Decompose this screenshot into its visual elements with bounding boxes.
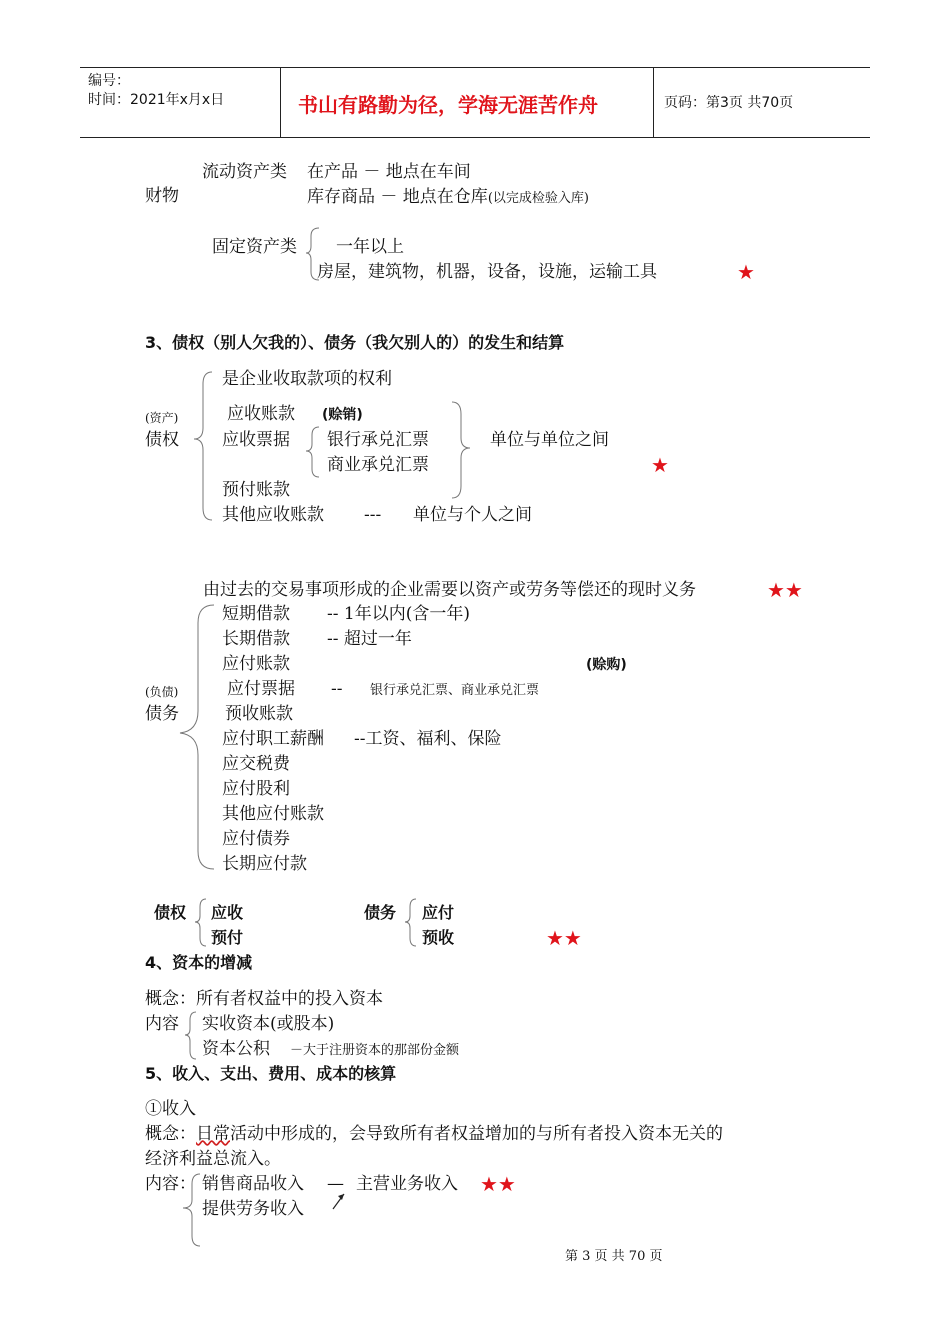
paid-in-capital: 实收资本(或股本) <box>202 1014 335 1034</box>
notes-brace <box>304 425 322 479</box>
income-title: ①收入 <box>145 1099 196 1119</box>
summary-prepay: 预付 <box>211 928 244 947</box>
debt-item-label: 应付债券 <box>222 829 290 849</box>
inventory-line <box>307 187 589 209</box>
debt-item-label: 应付账款 <box>222 654 290 674</box>
header-motto: 书山有路勤为径，学海无涯苦作舟 <box>298 93 598 117</box>
capital-brace <box>184 1010 198 1062</box>
inventory-note: (以完成检验入库) <box>487 191 589 206</box>
fixed-assets-examples: 房屋，建筑物，机器，设备，设施，运输工具 <box>317 262 657 282</box>
debts-root: 债务 <box>145 704 179 724</box>
summary-receive: 应收 <box>211 903 244 922</box>
summary-claims-brace <box>194 897 208 949</box>
summary-debts-brace <box>404 897 418 949</box>
debt-item-label: 应付票据 <box>227 679 295 699</box>
page-footer: 第 3 页 共 70 页 <box>565 1249 663 1264</box>
section-heading-4: 4、资本的增减 <box>145 953 253 972</box>
inventory-text: 库存商品 － 地点在仓库 <box>307 187 488 207</box>
debt-item-label: 应付职工薪酬 <box>222 729 324 749</box>
income-brace <box>180 1172 204 1250</box>
summary-payable: 应付 <box>422 903 455 922</box>
debt-item-label: 长期借款 <box>222 629 290 649</box>
capital-reserve-note: －大于注册资本的那部份金额 <box>290 1043 460 1058</box>
main-business-income: 主营业务收入 <box>356 1174 458 1194</box>
between-units: 单位与单位之间 <box>490 430 609 450</box>
section-heading-5: 5、收入、支出、费用、成本的核算 <box>145 1064 397 1083</box>
debt-item-note: -- <box>331 679 343 699</box>
debts-definition: 由过去的交易事项形成的企业需要以资产或劳务等偿还的现时义务 <box>203 580 696 600</box>
debt-item-label: 其他应付账款 <box>222 804 324 824</box>
income-concept <box>145 1124 723 1144</box>
unit-person: 单位与个人之间 <box>413 505 532 525</box>
debt-item-note: -- 1年以内(含一年) <box>327 604 470 624</box>
units-brace <box>449 400 473 500</box>
debt-item-label: 短期借款 <box>222 604 290 624</box>
claims-root: 债权 <box>145 430 179 450</box>
current-assets-label: 流动资产类 <box>202 162 287 182</box>
header-divider <box>653 68 654 137</box>
debt-item-label: 应付股利 <box>222 779 290 799</box>
dash-separator: --- <box>364 505 382 525</box>
summary-advance: 预收 <box>422 928 455 947</box>
star-rating: ★★ <box>546 926 582 950</box>
debts-brace <box>176 603 216 871</box>
over-one-year: 一年以上 <box>336 237 404 257</box>
section-heading-3: 3、债权（别人欠我的）、债务（我欠别人的）的发生和结算 <box>145 333 565 352</box>
summary-claims: 债权 <box>154 903 187 922</box>
header-time: 时间：2021年x月x日 <box>88 92 225 108</box>
star-rating: ★ <box>651 453 669 477</box>
receivables-label: 应收账款 <box>227 404 295 424</box>
fixed-assets-label: 固定资产类 <box>212 237 297 257</box>
debts-tag: (负债) <box>145 685 179 699</box>
debt-item-label: 应交税费 <box>222 754 290 774</box>
debt-item-note: -- 超过一年 <box>327 629 412 649</box>
star-rating: ★ <box>737 260 755 284</box>
debt-item-note: --工资、福利、保险 <box>354 729 502 749</box>
capital-concept: 概念：所有者权益中的投入资本 <box>145 989 383 1009</box>
star-rating: ★★ <box>767 578 803 602</box>
claims-tag: (资产) <box>145 411 179 425</box>
credit-sale-note: (赊销) <box>322 407 363 423</box>
services-income: 提供劳务收入 <box>202 1199 304 1219</box>
header-number: 编号： <box>88 73 130 89</box>
wip-line: 在产品 － 地点在车间 <box>307 162 471 182</box>
debt-item-label: 预收账款 <box>225 704 293 724</box>
claims-brace <box>192 370 216 522</box>
summary-debts: 债务 <box>364 903 397 922</box>
debt-item-label: 长期应付款 <box>222 854 307 874</box>
concept-underlined: 日常 <box>196 1124 230 1144</box>
credit-purchase-note: (赊购) <box>586 657 627 673</box>
bills-note: 银行承兑汇票、商业承兑汇票 <box>370 683 540 698</box>
concept-rest: 活动中形成的，会导致所有者权益增加的与所有者投入资本无关的 <box>230 1124 723 1144</box>
income-concept-line2: 经济利益总流入。 <box>145 1149 281 1169</box>
commercial-bill: 商业承兑汇票 <box>327 455 429 475</box>
capital-reserve: 资本公积 <box>202 1039 270 1059</box>
other-receivables-label: 其他应收账款 <box>222 505 324 525</box>
claims-definition: 是企业收取款项的权利 <box>222 369 392 389</box>
arrow-icon <box>330 1190 348 1212</box>
bank-bill: 银行承兑汇票 <box>327 430 429 450</box>
concept-prefix: 概念： <box>145 1124 196 1144</box>
header-divider <box>280 68 281 137</box>
prepayments-label: 预付账款 <box>222 480 290 500</box>
capital-content-label: 内容 <box>145 1014 179 1034</box>
notes-receivable-label: 应收票据 <box>222 430 290 450</box>
star-rating: ★★ <box>480 1172 516 1196</box>
income-content-label: 内容： <box>145 1174 196 1194</box>
property-root: 财物 <box>145 186 179 206</box>
sales-income: 销售商品收入 <box>202 1174 304 1194</box>
header-page-info: 页码：第3页 共70页 <box>664 95 794 111</box>
dash: — <box>327 1174 344 1194</box>
